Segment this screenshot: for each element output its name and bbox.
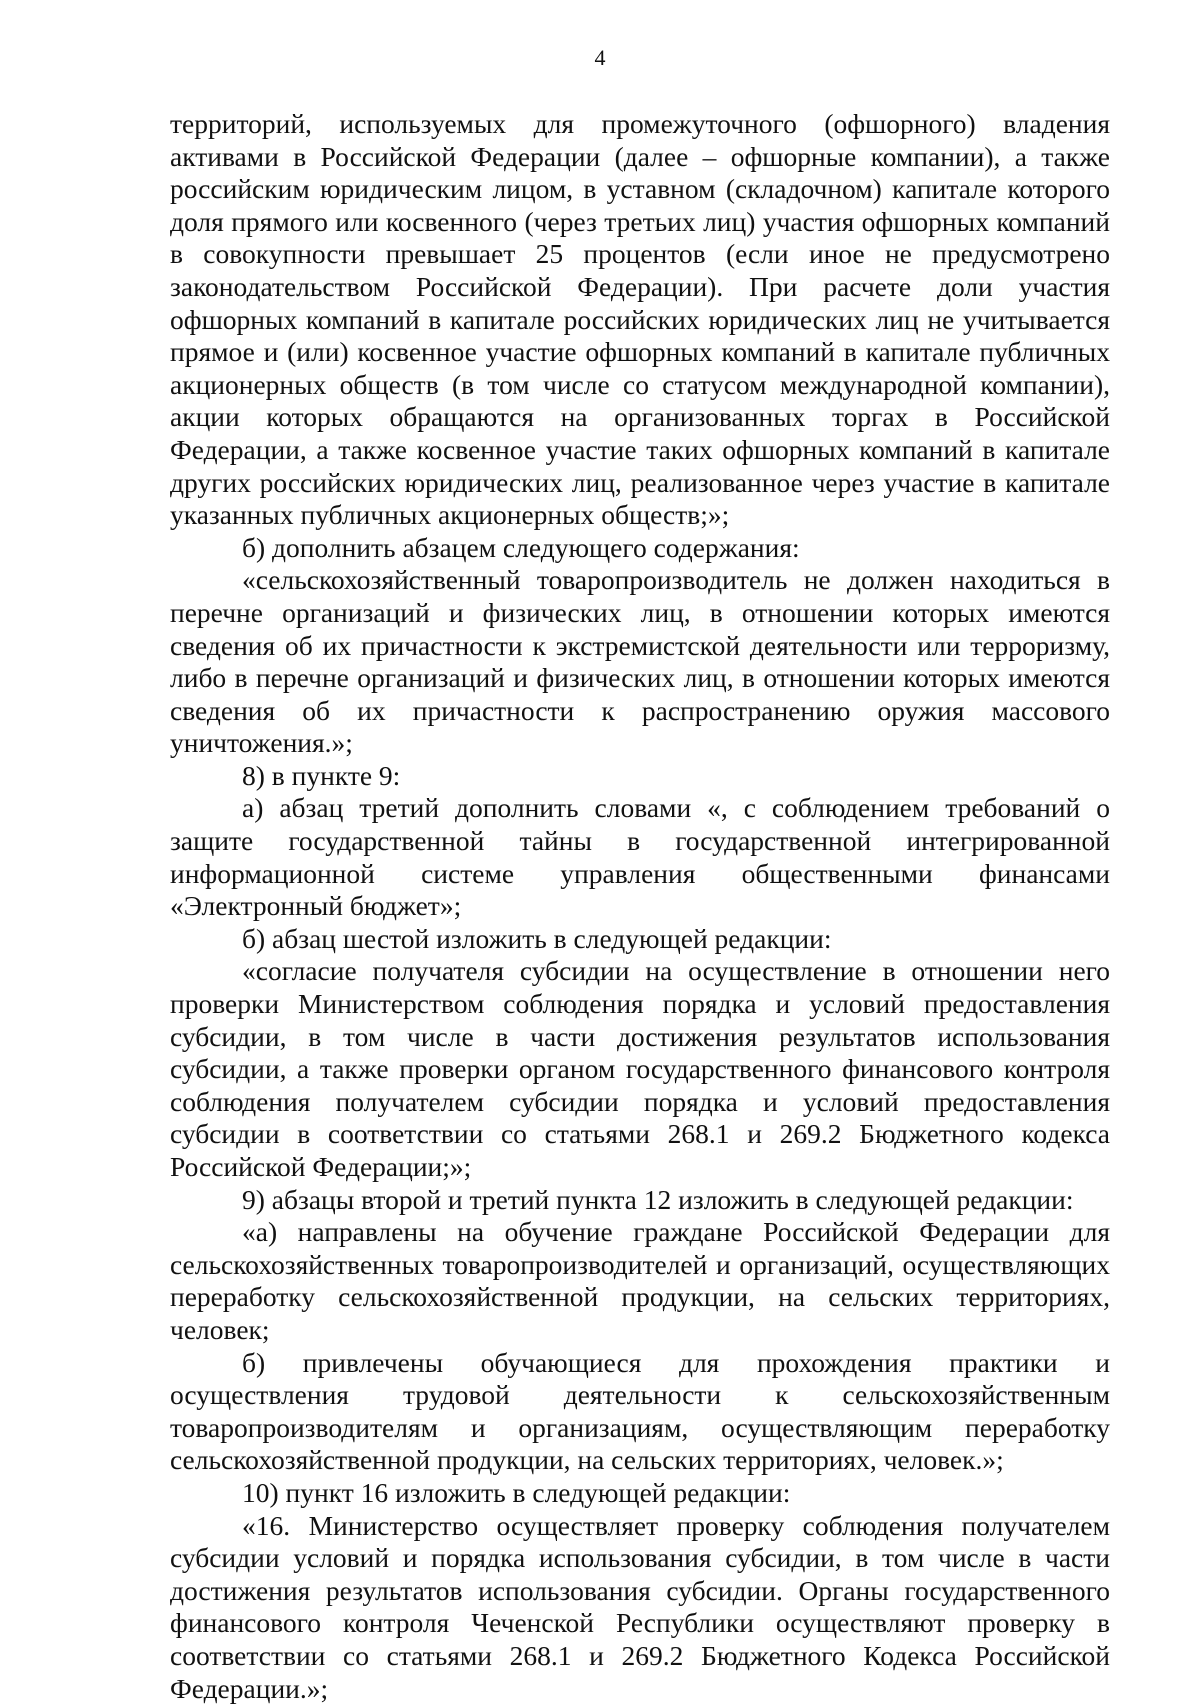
paragraph-extremism-clause: «сельскохозяйственный товаропроизводитель не должен находиться в перечне организаций и физических лиц, в отношении которых имеются сведения об их причастности к экстремистской деятельности или терроризму, либо в перечне организаций и физических лиц, в отношении которых имеются сведения об их причастности к распространению оружия массового уничтожения.»;: [170, 564, 1110, 759]
paragraph-offshore-definition: территорий, используемых для промежуточного (офшорного) владения активами в Российской Федерации (далее – офшорные компании), а также российским юридическим лицом, в уставном (складочном) капитале которого доля прямого или косвенного (через третьих лиц) участия офшорных компаний в совокупности превышает 25 процентов (если иное не предусмотрено законодательством Российской Федерации). При расчете доли участия офшорных компаний в капитале российских юридических лиц не учитывается прямое и (или) косвенное участие офшорных компаний в капитале публичных акционерных обществ (в том числе со статусом международной компании), акции которых обращаются на организованных торгах в Российской Федерации, а также косвенное участие таких офшорных компаний в капитале других российских юридических лиц, реализованное через участие в капитале указанных публичных акционерных обществ;»;: [170, 108, 1110, 531]
paragraph-item-16: «16. Министерство осуществляет проверку соблюдения получателем субсидии условий и порядка использования субсидии, в том числе в части достижения результатов использования субсидии. Органы государственного финансового контроля Чеченской Республики осуществляют проверку в соответствии со статьями 268.1 и 269.2 Бюджетного Кодекса Российской Федерации.»;: [170, 1509, 1110, 1704]
paragraph-item-8: 8) в пункте 9:: [242, 759, 401, 791]
page-number: 4: [594, 45, 606, 70]
document-body: [170, 108, 1110, 1705]
paragraph-item-9b: б) привлечены обучающиеся для прохождения практики и осуществления трудовой деятельности к сельскохозяйственным товаропроизводителям и организациям, осуществляющим переработку сельскохозяйственной продукции, на сельских территориях, человек.»;: [170, 1346, 1110, 1476]
paragraph-item-9a: «а) направлены на обучение граждане Российской Федерации для сельскохозяйственных товаропроизводителей и организаций, осуществляющих переработку сельскохозяйственной продукции, на сельских территориях, человек;: [170, 1216, 1110, 1345]
paragraph-item-8b: б) абзац шестой изложить в следующей редакции:: [242, 922, 832, 954]
paragraph-item-8a: а) абзац третий дополнить словами «, с соблюдением требований о защите государственной тайны в государственной интегрированной информационной системе управления общественными финансами «Электронный бюджет»;: [170, 792, 1110, 922]
paragraph-item-9: 9) абзацы второй и третий пункта 12 изложить в следующей редакции:: [242, 1183, 1074, 1215]
paragraph-consent-clause: «согласие получателя субсидии на осуществление в отношении него проверки Министерством соблюдения порядка и условий предоставления субсидии, в том числе в части достижения результатов использования субсидии, а также проверки органом государственного финансового контроля соблюдения получателем субсидии порядка и условий предоставления субсидии в соответствии со статьями 268.1 и 269.2 Бюджетного кодекса Российской Федерации;»;: [170, 955, 1110, 1182]
paragraph-amendment-b: б) дополнить абзацем следующего содержания:: [242, 531, 800, 563]
paragraph-item-10: 10) пункт 16 изложить в следующей редакции:: [242, 1476, 791, 1508]
